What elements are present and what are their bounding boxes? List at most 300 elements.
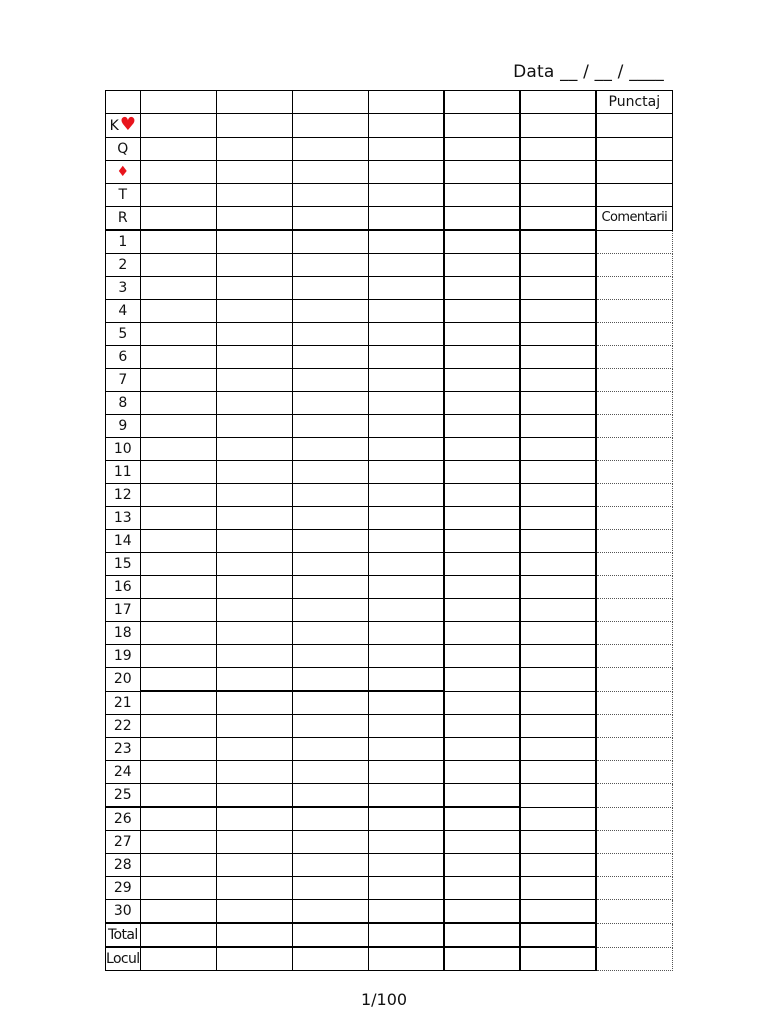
row-label: 27 [106,831,141,854]
score-cell[interactable] [444,161,520,184]
score-cell[interactable] [444,877,520,900]
score-cell[interactable] [140,438,216,461]
score-cell[interactable] [444,622,520,645]
punctaj-cell[interactable] [596,184,672,207]
score-cell[interactable] [368,784,444,808]
score-cell[interactable] [520,807,596,831]
score-cell[interactable] [140,691,216,715]
score-cell[interactable] [292,576,368,599]
score-cell[interactable] [444,369,520,392]
comment-line[interactable] [596,784,672,808]
score-cell[interactable] [520,923,596,947]
score-cell[interactable] [216,161,292,184]
score-cell[interactable] [140,300,216,323]
score-cell[interactable] [444,438,520,461]
score-cell[interactable] [520,207,596,231]
row-label: 16 [106,576,141,599]
score-cell[interactable] [216,854,292,877]
table-row [106,947,673,971]
score-cell[interactable] [368,900,444,924]
comment-line[interactable] [596,668,672,692]
comment-line[interactable] [596,530,672,553]
score-cell[interactable] [140,161,216,184]
score-cell[interactable] [368,807,444,831]
score-cell[interactable] [520,114,596,138]
score-cell[interactable] [520,484,596,507]
score-cell[interactable] [368,484,444,507]
score-cell[interactable] [444,300,520,323]
score-cell[interactable] [368,553,444,576]
score-cell[interactable] [368,138,444,161]
score-cell[interactable] [292,184,368,207]
table-row [106,300,673,323]
score-cell[interactable] [216,715,292,738]
comment-line[interactable] [596,622,672,645]
score-cell[interactable] [444,691,520,715]
score-cell[interactable] [444,138,520,161]
score-cell[interactable] [520,161,596,184]
score-cell[interactable] [216,576,292,599]
score-cell[interactable] [292,346,368,369]
score-cell[interactable] [292,484,368,507]
score-cell[interactable] [368,207,444,231]
score-cell[interactable] [520,138,596,161]
row-label: 28 [106,854,141,877]
score-cell[interactable] [368,346,444,369]
score-cell[interactable] [520,300,596,323]
score-cell[interactable] [368,438,444,461]
score-cell[interactable] [444,715,520,738]
score-cell[interactable] [444,831,520,854]
comment-line[interactable] [596,761,672,784]
score-cell[interactable] [140,784,216,808]
score-cell[interactable] [368,300,444,323]
score-cell[interactable] [368,323,444,346]
score-cell[interactable] [520,369,596,392]
score-cell[interactable] [140,91,216,114]
row-label: 10 [106,438,141,461]
score-cell[interactable] [292,114,368,138]
score-cell[interactable] [368,369,444,392]
score-cell[interactable] [292,369,368,392]
score-cell[interactable] [140,668,216,692]
score-cell[interactable] [140,576,216,599]
score-cell[interactable] [292,668,368,692]
score-cell[interactable] [216,831,292,854]
score-cell[interactable] [520,668,596,692]
diamond-icon: ♦ [106,161,141,184]
score-cell[interactable] [216,738,292,761]
row-label [106,91,141,114]
punctaj-cell[interactable] [596,114,672,138]
score-cell[interactable] [292,438,368,461]
score-cell[interactable] [520,691,596,715]
score-cell[interactable] [292,507,368,530]
row-label: 7 [106,369,141,392]
score-cell[interactable] [520,947,596,971]
score-cell[interactable] [444,807,520,831]
score-cell[interactable] [444,484,520,507]
score-cell[interactable] [216,415,292,438]
row-label: 25 [106,784,141,808]
score-cell[interactable] [292,461,368,484]
score-cell[interactable] [520,553,596,576]
score-cell[interactable] [520,715,596,738]
comment-line[interactable] [596,831,672,854]
score-cell[interactable] [444,576,520,599]
score-cell[interactable] [216,900,292,924]
score-cell[interactable] [520,831,596,854]
score-cell[interactable] [520,323,596,346]
score-cell[interactable] [444,114,520,138]
score-cell[interactable] [520,392,596,415]
score-cell[interactable] [368,184,444,207]
row-label: 18 [106,622,141,645]
score-cell[interactable] [216,530,292,553]
score-cell[interactable] [216,369,292,392]
score-cell[interactable] [444,415,520,438]
score-cell[interactable] [140,645,216,668]
score-cell[interactable] [292,622,368,645]
score-cell[interactable] [216,947,292,971]
comment-line[interactable] [596,691,672,715]
score-cell[interactable] [292,599,368,622]
score-cell[interactable] [444,645,520,668]
score-cell[interactable] [520,91,596,114]
score-cell[interactable] [216,461,292,484]
score-cell[interactable] [216,507,292,530]
score-cell[interactable] [140,761,216,784]
table-row [106,622,673,645]
score-cell[interactable] [368,507,444,530]
comment-line[interactable] [596,369,672,392]
score-cell[interactable] [140,207,216,231]
score-cell[interactable] [292,715,368,738]
score-cell[interactable] [368,254,444,277]
score-cell[interactable] [368,91,444,114]
comment-line[interactable] [596,438,672,461]
score-cell[interactable] [368,230,444,254]
score-cell[interactable] [520,346,596,369]
score-cell[interactable] [140,530,216,553]
row-label: 1 [106,230,141,254]
score-cell[interactable] [216,599,292,622]
comment-line[interactable] [596,877,672,900]
comment-line[interactable] [596,507,672,530]
score-cell[interactable] [520,254,596,277]
row-label: 12 [106,484,141,507]
comment-line[interactable] [596,854,672,877]
score-cell[interactable] [292,138,368,161]
score-cell[interactable] [140,807,216,831]
score-cell[interactable] [292,161,368,184]
score-cell[interactable] [292,691,368,715]
row-label: 4 [106,300,141,323]
score-cell[interactable] [520,277,596,300]
score-cell[interactable] [444,923,520,947]
score-cell[interactable] [292,877,368,900]
score-cell[interactable] [444,947,520,971]
score-cell[interactable] [216,91,292,114]
score-cell[interactable] [140,484,216,507]
score-cell[interactable] [140,369,216,392]
score-cell[interactable] [140,831,216,854]
score-cell[interactable] [368,277,444,300]
score-cell[interactable] [368,831,444,854]
score-cell[interactable] [444,507,520,530]
score-cell[interactable] [216,923,292,947]
score-cell[interactable] [368,576,444,599]
score-cell[interactable] [444,346,520,369]
score-cell[interactable] [368,691,444,715]
score-cell[interactable] [368,761,444,784]
score-cell[interactable] [520,507,596,530]
comment-line[interactable] [596,415,672,438]
row-label: Q [106,138,141,161]
score-cell[interactable] [216,622,292,645]
score-cell[interactable] [216,553,292,576]
score-cell[interactable] [140,553,216,576]
score-cell[interactable] [520,622,596,645]
score-cell[interactable] [444,761,520,784]
score-cell[interactable] [520,576,596,599]
score-cell[interactable] [292,207,368,231]
score-cell[interactable] [368,947,444,971]
score-cell[interactable] [292,530,368,553]
score-cell[interactable] [292,91,368,114]
score-cell[interactable] [520,438,596,461]
score-cell[interactable] [444,738,520,761]
comment-line[interactable] [596,738,672,761]
date-field[interactable]: Data __ / __ / ____ [513,62,664,82]
row-label: 14 [106,530,141,553]
score-cell[interactable] [216,254,292,277]
score-sheet-table [105,90,673,971]
row-label: Total [106,923,141,947]
comment-line[interactable] [596,576,672,599]
score-cell[interactable] [140,415,216,438]
score-cell[interactable] [140,392,216,415]
table-row [106,691,673,715]
row-label: 3 [106,277,141,300]
score-cell[interactable] [368,622,444,645]
score-cell[interactable] [444,530,520,553]
score-cell[interactable] [292,645,368,668]
score-cell[interactable] [216,277,292,300]
score-cell[interactable] [368,415,444,438]
score-cell[interactable] [140,715,216,738]
score-cell[interactable] [216,230,292,254]
score-cell[interactable] [216,138,292,161]
comment-line[interactable] [596,807,672,831]
score-cell[interactable] [292,254,368,277]
score-cell[interactable] [140,461,216,484]
score-cell[interactable] [520,230,596,254]
table-row [106,807,673,831]
score-cell[interactable] [292,831,368,854]
comment-line[interactable] [596,254,672,277]
score-cell[interactable] [216,784,292,808]
score-cell[interactable] [216,184,292,207]
score-cell[interactable] [292,230,368,254]
score-cell[interactable] [140,923,216,947]
score-cell[interactable] [216,323,292,346]
score-cell[interactable] [444,254,520,277]
score-cell[interactable] [368,668,444,692]
score-cell[interactable] [444,668,520,692]
comment-line[interactable] [596,392,672,415]
score-cell[interactable] [368,530,444,553]
score-cell[interactable] [368,392,444,415]
score-cell[interactable] [140,277,216,300]
score-cell[interactable] [292,738,368,761]
score-cell[interactable] [140,114,216,138]
comment-line[interactable] [596,715,672,738]
score-cell[interactable] [292,807,368,831]
score-cell[interactable] [368,877,444,900]
score-cell[interactable] [292,900,368,924]
score-cell[interactable] [216,207,292,231]
score-cell[interactable] [368,599,444,622]
score-cell[interactable] [216,484,292,507]
score-cell[interactable] [520,854,596,877]
score-cell[interactable] [368,461,444,484]
score-cell[interactable] [140,599,216,622]
score-cell[interactable] [140,254,216,277]
score-cell[interactable] [444,184,520,207]
punctaj-cell[interactable] [596,138,672,161]
score-cell[interactable] [520,461,596,484]
comment-line[interactable] [596,947,672,971]
score-cell[interactable] [292,854,368,877]
score-cell[interactable] [140,622,216,645]
score-cell[interactable] [368,738,444,761]
score-cell[interactable] [140,138,216,161]
table-row [106,715,673,738]
comment-line[interactable] [596,461,672,484]
comment-line[interactable] [596,900,672,924]
score-cell[interactable] [216,807,292,831]
score-cell[interactable] [520,645,596,668]
score-cell[interactable] [216,645,292,668]
table-row [106,923,673,947]
comment-line[interactable] [596,346,672,369]
table-row [106,207,673,231]
score-cell[interactable] [368,923,444,947]
score-cell[interactable] [520,415,596,438]
score-cell[interactable] [216,438,292,461]
comment-line[interactable] [596,277,672,300]
score-cell[interactable] [444,91,520,114]
table-row [106,877,673,900]
score-cell[interactable] [216,114,292,138]
score-cell[interactable] [444,461,520,484]
score-cell[interactable] [216,761,292,784]
score-cell[interactable] [520,530,596,553]
score-cell[interactable] [444,784,520,808]
score-cell[interactable] [520,738,596,761]
row-label: 21 [106,691,141,715]
comment-line[interactable] [596,230,672,254]
score-cell[interactable] [140,854,216,877]
score-cell[interactable] [444,323,520,346]
comment-line[interactable] [596,923,672,947]
score-cell[interactable] [140,507,216,530]
score-cell[interactable] [292,784,368,808]
score-cell[interactable] [444,553,520,576]
row-label: 29 [106,877,141,900]
score-cell[interactable] [292,277,368,300]
score-cell[interactable] [520,184,596,207]
score-cell[interactable] [292,323,368,346]
row-label: 13 [106,507,141,530]
score-cell[interactable] [520,877,596,900]
score-cell[interactable] [444,207,520,231]
score-cell[interactable] [216,300,292,323]
header-row [106,91,673,114]
score-cell[interactable] [520,784,596,808]
comment-line[interactable] [596,300,672,323]
score-cell[interactable] [520,599,596,622]
score-cell[interactable] [292,300,368,323]
score-cell[interactable] [140,947,216,971]
score-cell[interactable] [520,761,596,784]
score-cell[interactable] [292,553,368,576]
score-cell[interactable] [444,230,520,254]
score-cell[interactable] [140,323,216,346]
table-row [106,599,673,622]
score-cell[interactable] [368,715,444,738]
score-cell[interactable] [368,161,444,184]
score-cell[interactable] [292,415,368,438]
score-cell[interactable] [292,761,368,784]
table-row [106,738,673,761]
score-cell[interactable] [444,900,520,924]
score-cell[interactable] [444,599,520,622]
comment-line[interactable] [596,599,672,622]
table-row [106,530,673,553]
score-cell[interactable] [292,923,368,947]
score-cell[interactable] [216,392,292,415]
score-cell[interactable] [140,346,216,369]
score-cell[interactable] [216,691,292,715]
comment-line[interactable] [596,553,672,576]
score-cell[interactable] [520,900,596,924]
score-cell[interactable] [140,900,216,924]
score-cell[interactable] [444,854,520,877]
score-cell[interactable] [444,277,520,300]
score-cell[interactable] [140,738,216,761]
comment-line[interactable] [596,484,672,507]
score-cell[interactable] [216,668,292,692]
score-cell[interactable] [140,230,216,254]
score-cell[interactable] [140,184,216,207]
score-cell[interactable] [216,877,292,900]
score-cell[interactable] [368,854,444,877]
table-row [106,138,673,161]
comment-line[interactable] [596,323,672,346]
punctaj-cell[interactable] [596,161,672,184]
comment-line[interactable] [596,645,672,668]
table-row [106,507,673,530]
score-cell[interactable] [292,947,368,971]
score-cell[interactable] [368,645,444,668]
score-cell[interactable] [444,392,520,415]
score-cell[interactable] [368,114,444,138]
score-cell[interactable] [216,346,292,369]
score-cell[interactable] [292,392,368,415]
score-cell[interactable] [140,877,216,900]
